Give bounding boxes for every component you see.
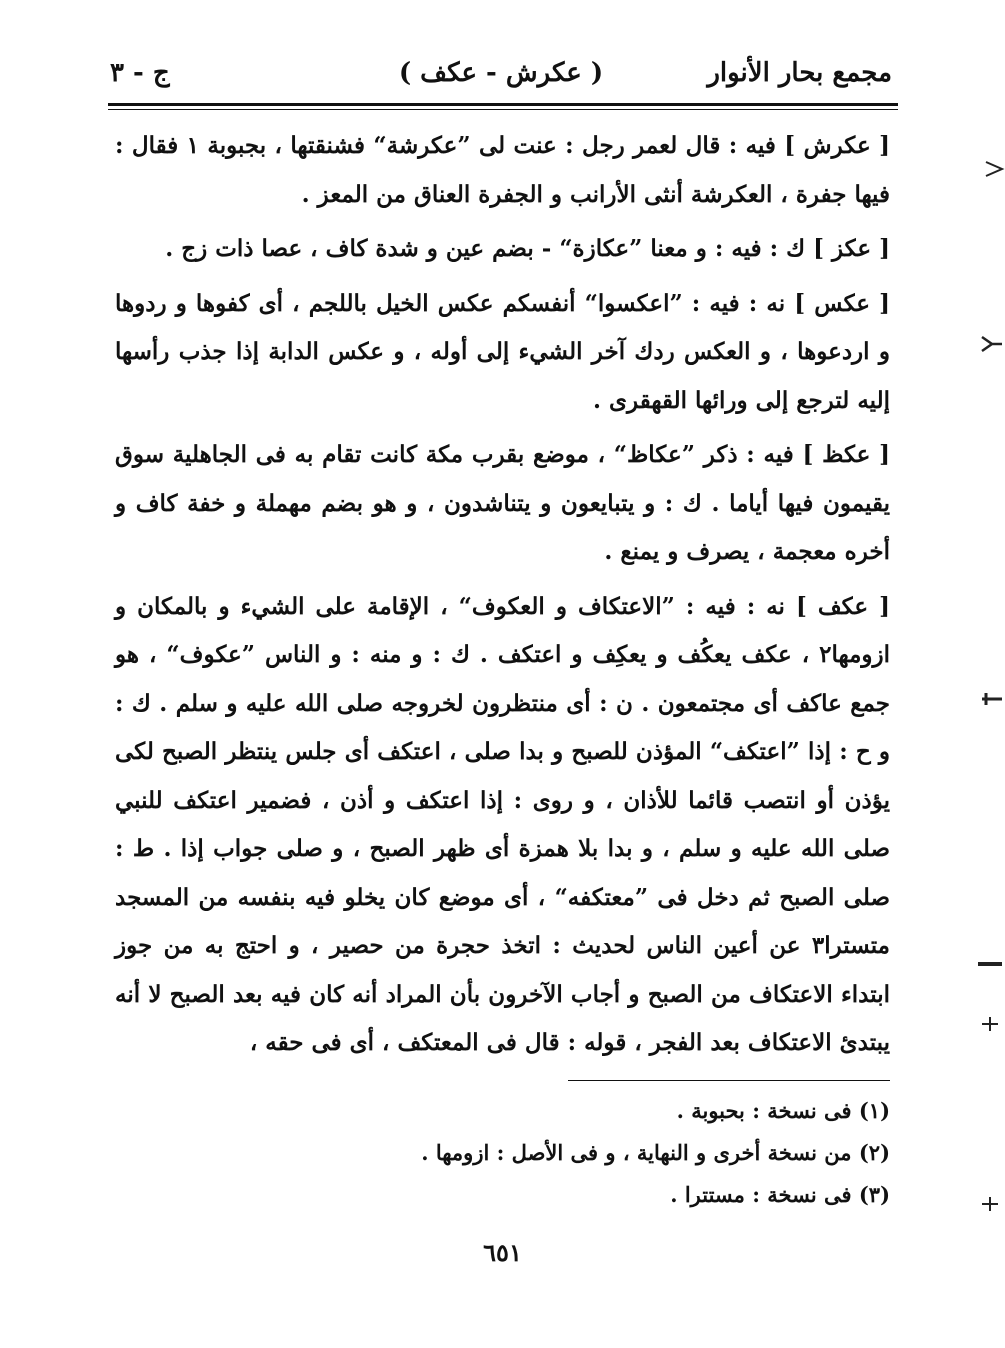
margin-tick-mark — [978, 1195, 1002, 1213]
volume-number: ج - ٣ — [110, 58, 170, 88]
entry-akaz: [ عكز ] ك : فيه : و معنا ”عكازة“ - بضم عين و شدة كاف ، عصا ذات زج . — [165, 235, 890, 262]
margin-tick-mark — [982, 160, 1005, 178]
margin-tick-mark — [980, 690, 1004, 708]
margin-tick-mark — [980, 335, 1004, 353]
header-rule — [108, 103, 898, 106]
entry-akaf: [ عكف ] نه : فيه : ”الاعتكاف و العكوف“ ، الإقامة على الشيء و بالمكان و ازومها٢ ، عكف يعكُف و يعكِف و اعتكف . ك : و منه : و الناس ”عكوف“ ، هو جمع عاكف أى مجتمعون . ن : أى منتظرون لخروجه صلى الله عليه و سلم . ك : و ح : إذا ”اعتكف“ المؤذن للصبح و بدا صلى ، اعتكف أى جلس ينتظر الصبح لكى يؤذن أو انتصب قائما للأذان ، و روى : إذا اعتكف و أذن ، فضمير اعتكف للنبي صلى الله عليه و سلم ، و بدا بلا همزة أى ظهر الصبح ، و صلى جواب إذا . ط : صلى الصبح ثم دخل فى ”معتكفه“ ، أى موضع كان يخلو فيه بنفسه من المسجد متسترا٣ عن أعين الناس لحديث : اتخذ حجرة من حصير ، و احتج به من جوز ابتداء الاعتكاف من الصبح و أجاب الآخرون بأن المراد أنه كان فيه بعد الصبح لا أنه يبتدئ الاعتكاف بعد الفجر ، قوله : قال فى المعتكف ، أى فى حقه ، — [115, 592, 890, 1056]
margin-tick-mark — [978, 955, 1002, 973]
footnotes — [300, 1090, 890, 1216]
main-text — [115, 122, 890, 1074]
page-number: ٦٥١ — [483, 1238, 522, 1267]
footnote-rule — [568, 1080, 890, 1081]
header-rule-thin — [108, 109, 898, 110]
entry-akrash: [ عكرش ] فيه : قال لعمر رجل : عنت لى ”عكرشة“ فشنقتها ، بجبوبة ١ فقال : فيها جفرة ، العكرشة أنثى الأرانب و الجفرة العناق من المعز . — [115, 132, 891, 208]
entry-akas: [ عكس ] نه : فيه : ”اعكسوا“ أنفسكم عكس الخيل باللجم ، أى كفوها و ردوها و اردعوها ، و العكس ردك آخر الشيء إلى أوله ، و عكس الدابة إذا جذب رأسها إليه لترجع إلى ورائها القهقرى . — [115, 289, 890, 414]
margin-tick-mark — [978, 1015, 1002, 1033]
footnote-3: (٣) فى نسخة : مستترا . — [670, 1182, 890, 1207]
footnote-2: (٢) من نسخة أخرى و النهاية ، و فى الأصل : ازومها . — [421, 1140, 890, 1165]
footnote-1: (١) فى نسخة : بحبوبة . — [676, 1098, 890, 1123]
entry-akaz-okaz: [ عكظ ] فيه : ذكر ”عكاظ“ ، موضع بقرب مكة كانت تقام به فى الجاهلية سوق يقيمون فيها أياما . ك : و يتبايعون و يتناشدون ، و هو بضم مهملة و خفة كاف و أخره معجمة ، يصرف و يمنع . — [115, 441, 890, 565]
running-header — [110, 52, 892, 96]
book-title: مجمع بحار الأنوار — [707, 58, 892, 88]
entry-range: ( عكرش - عكف ) — [398, 58, 604, 88]
